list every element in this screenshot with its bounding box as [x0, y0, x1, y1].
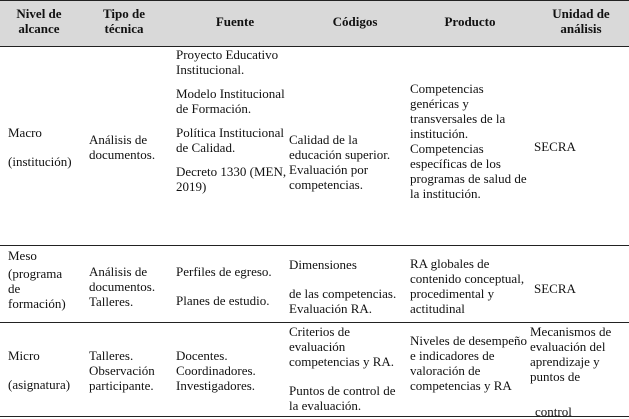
row1-fuente-item: Proyecto Educativo Institucional.	[176, 47, 279, 77]
row1-fuente-item: Política Institucional de Calidad.	[176, 125, 284, 155]
row1-producto: Competencias genéricas y transversales de la institución. Competencias específicas de los programas de salud de la institución.	[410, 81, 527, 201]
rule-row1	[0, 245, 629, 246]
row3-nivel-name: Micro	[8, 348, 40, 363]
row1-nivel-scope: (institución)	[8, 154, 72, 169]
row1-fuente-item: Modelo Institucional de Formación.	[176, 86, 285, 116]
row2-nivel-scope: (programa de formación)	[8, 266, 66, 311]
row2-fuente-item: Planes de estudio.	[176, 293, 270, 308]
header-tipo: Tipo de técnica	[102, 6, 146, 36]
header-producto: Producto	[444, 14, 496, 29]
rule-header	[0, 46, 629, 47]
row2-codigos	[289, 257, 407, 316]
row3-nivel	[8, 348, 84, 392]
row1-nivel	[8, 125, 84, 169]
row3-unidad-item: Mecanismos de evaluación del aprendizaje y puntos de	[530, 324, 612, 384]
row1-tipo: Análisis de documentos.	[89, 132, 156, 162]
row2-tipo: Análisis de documentos. Talleres.	[89, 264, 156, 309]
row1-fuente-item: Decreto 1330 (MEN, 2019)	[176, 164, 287, 194]
row2-fuente-item: Perfiles de egreso.	[176, 264, 272, 279]
row3-producto: Niveles de desempeño e indicadores de valoración de competencias y RA	[410, 333, 527, 393]
row3-fuente: Docentes. Coordinadores. Investigadores.	[176, 348, 256, 393]
row3-unidad	[530, 324, 627, 419]
row3-codigos	[289, 324, 407, 413]
row2-producto: RA globales de contenido conceptual, procedimental y actitudinal	[410, 256, 525, 316]
row2-codigos-item: Dimensiones	[289, 257, 357, 272]
row2-unidad: SECRA	[534, 281, 576, 296]
row1-nivel-name: Macro	[8, 125, 42, 140]
header-unidad: Unidad de análisis	[552, 6, 610, 36]
rule-row2	[0, 322, 629, 323]
row3-tipo: Talleres. Observación participante.	[89, 348, 155, 393]
row2-fuente	[176, 264, 292, 308]
row1-fuente	[176, 47, 292, 194]
row3-codigos-item: Puntos de control de la evaluación.	[289, 383, 396, 413]
row2-nivel	[8, 248, 84, 311]
row3-unidad-item: control	[535, 404, 572, 419]
row2-codigos-item: de las competencias. Evaluación RA.	[289, 286, 397, 316]
header-nivel: Nivel de alcance	[16, 6, 62, 36]
row2-nivel-name: Meso	[8, 248, 37, 263]
row3-nivel-scope: (asignatura)	[8, 377, 71, 392]
header-fuente: Fuente	[215, 14, 255, 29]
row1-codigos: Calidad de la educación superior. Evaluación por competencias.	[289, 132, 391, 192]
row3-codigos-item: Criterios de evaluación competencias y RA.	[289, 324, 395, 369]
row1-unidad: SECRA	[534, 139, 576, 154]
rule-top	[0, 0, 629, 1]
header-codigos: Códigos	[332, 14, 378, 29]
